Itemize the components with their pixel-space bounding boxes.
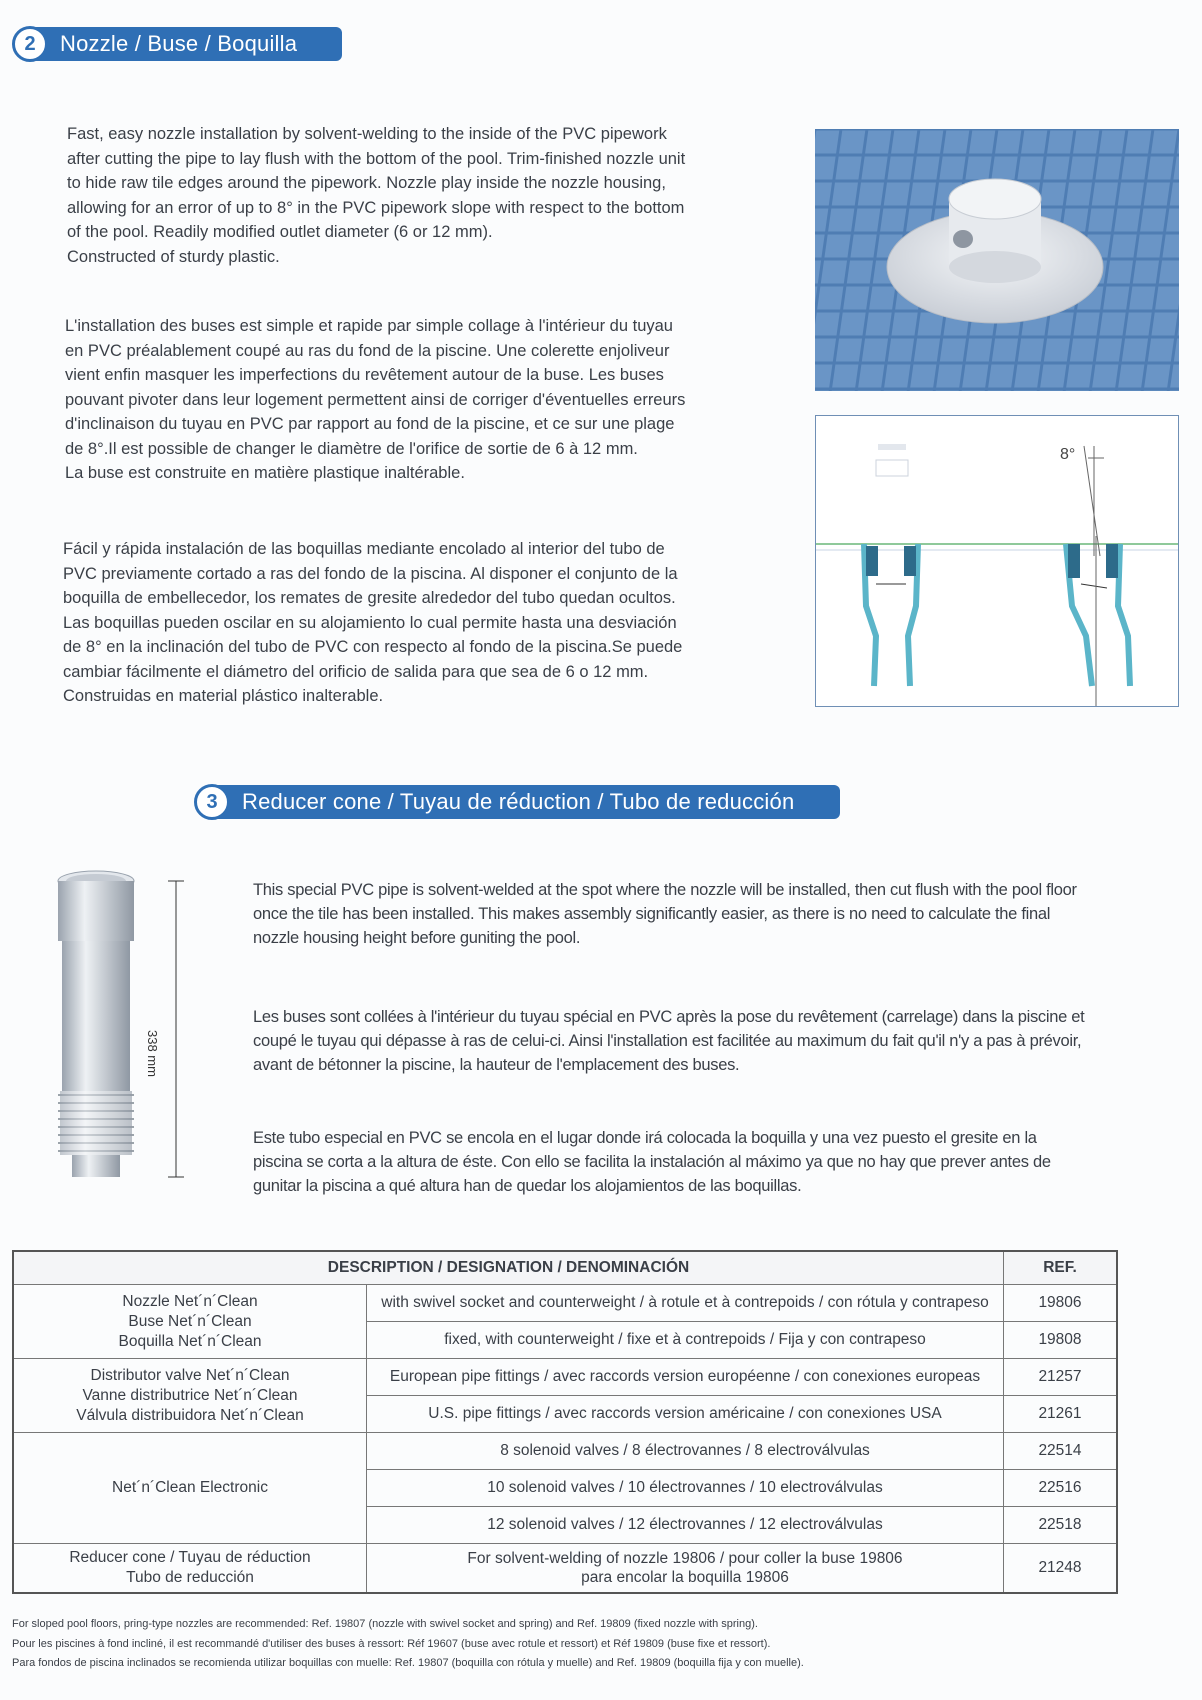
product-cell [13,1285,367,1359]
angle-label: 8° [1060,446,1076,463]
text-line: Les buses sont collées à l'intérieur du tuyau spécial en PVC après la pose du revêtement (carrelage) dans la piscine et [253,1008,1085,1026]
table-row [13,1433,1117,1470]
text-line: coupé le tuyau qui dépasse à ras de celui-ci. Ainsi l'installation est facilitée au maximum du fait qu'il n'y a pas à prévoir, [253,1032,1082,1050]
description-cell: U.S. pipe fittings / avec raccords version américaine / con conexiones USA [367,1396,1004,1433]
ref-cell: 19808 [1004,1322,1118,1359]
text-line: cambiar fácilmente el diámetro del orificio de salida para que sea de 6 o 12 mm. [63,662,649,681]
reducer-cone-image [40,865,210,1185]
text-line: of the pool. Readily modified outlet diameter (6 or 12 mm). [67,223,493,241]
product-name: Buse Net´n´Clean [128,1312,252,1330]
product-name: Vanne distributrice Net´n´Clean [82,1386,298,1404]
text-line: d'inclinaison du tuyau en PVC par rapport au fond de la piscine, et ce sur une plage [65,415,675,433]
description-cell: fixed, with counterweight / fixe et à contrepoids / Fija y con contrapeso [367,1322,1004,1359]
table-row [13,1544,1117,1594]
section-2-text-fr [65,314,685,486]
product-name: Tubo de reducción [126,1569,254,1586]
text-line: Fast, easy nozzle installation by solvent-welding to the inside of the PVC pipework [67,125,667,143]
text-line: avant de bétonner la piscine, la hauteur de l'emplacement des buses. [253,1056,740,1074]
footnote-fr: Pour les piscines à fond incliné, il est recommandé d'utiliser des buses à ressort: Réf 19607 (buse avec rotule et ressort) et Réf 19809 (buse fixe et ressort). [12,1638,771,1650]
section-3-number: 3 [194,784,230,820]
text-line: to hide raw tile edges around the pipework. Nozzle play inside the nozzle housing, [67,174,666,192]
description-cell: with swivel socket and counterweight / à rotule et à contrepoids / con rótula y contrapeso [367,1285,1004,1322]
ref-cell: 19806 [1004,1285,1118,1322]
section-3-text-es [253,1126,1051,1198]
text-line: PVC previamente cortado a ras del fondo de la piscina. Al disponer el conjunto de la [63,564,678,583]
footnote-es: Para fondos de piscina inclinados se recomienda utilizar boquillas con muelle: Ref. 19807 (boquilla con rótula y muelle) and Ref. 19809 (boquilla fija y con muelle). [12,1657,804,1669]
section-2-header [24,27,342,61]
nozzle-diagram [815,415,1179,707]
description-cell: European pipe fittings / avec raccords version européenne / con conexiones europeas [367,1359,1004,1396]
text-line: Este tubo especial en PVC se encola en el lugar donde irá colocada la boquilla y una vez puesto el gresite en la [253,1129,1037,1147]
description-line: para encolar la boquilla 19806 [581,1569,789,1586]
description-cell: 10 solenoid valves / 10 électrovannes / 10 electroválvulas [367,1470,1004,1507]
section-3-text-fr [253,1005,1084,1077]
section-2-number: 2 [12,26,48,62]
section-3-text-en [253,878,1077,950]
text-line: This special PVC pipe is solvent-welded at the spot where the nozzle will be installed, then cut flush with the pool floor [253,881,1077,899]
product-name: Boquilla Net´n´Clean [118,1332,262,1350]
text-line: en PVC préalablement coupé au ras du fond de la piscine. Une colerette enjoliveur [65,341,670,360]
ref-cell: 21248 [1004,1544,1118,1594]
product-cell [13,1544,367,1594]
description-cell [367,1544,1004,1594]
text-line: Fácil y rápida instalación de las boquillas mediante encolado al interior del tubo de [63,540,665,558]
product-name: Reducer cone / Tuyau de réduction [69,1549,311,1566]
description-cell: 8 solenoid valves / 8 électrovannes / 8 electroválvulas [367,1433,1004,1470]
text-line: Constructed of sturdy plastic. [67,247,280,266]
text-line: Construidas en material plástico inalterable. [63,687,384,705]
text-line: vient enfin masquer les imperfections du revêtement autour de la buse. Les buses [65,366,664,384]
section-3-title: Reducer cone / Tuyau de réduction / Tubo de reducción [242,789,795,814]
table-row [13,1285,1117,1322]
text-line: Las boquillas pueden oscilar en su alojamiento lo cual permite hasta una desviación [63,613,677,632]
header-description: DESCRIPTION / DESIGNATION / DENOMINACIÓN [13,1251,1004,1285]
section-3-header [206,785,840,819]
section-2-text-es [63,537,682,709]
text-line: gunitar la piscina a qué altura han de quedar los alojamientos de las boquillas. [253,1177,802,1195]
description-line: For solvent-welding of nozzle 19806 / pour coller la buse 19806 [467,1550,903,1567]
ref-cell: 21261 [1004,1396,1118,1433]
text-line: once the tile has been installed. This makes assembly significantly easier, as there is no need to calculate the final [253,905,1051,923]
text-line: L'installation des buses est simple et rapide par simple collage à l'intérieur du tuyau [65,317,673,335]
footnote-en: For sloped pool floors, pring-type nozzles are recommended: Ref. 19807 (nozzle with swivel socket and spring) and Ref. 19809 (fixed nozzle with spring). [12,1618,758,1630]
section-2-title: Nozzle / Buse / Boquilla [60,31,298,56]
ref-cell: 22518 [1004,1507,1118,1544]
text-line: de 8°.Il est possible de changer le diamètre de l'orifice de sortie de 6 à 12 mm. [65,439,638,458]
reference-table [12,1250,1118,1594]
product-cell [13,1359,367,1433]
description-cell: 12 solenoid valves / 12 électrovannes / 12 electroválvulas [367,1507,1004,1544]
nozzle-photo [815,129,1179,391]
header-ref: REF. [1004,1251,1118,1285]
product-name: Nozzle Net´n´Clean [122,1292,258,1310]
text-line: after cutting the pipe to lay flush with the bottom of the pool. Trim-finished nozzle unit [67,149,686,168]
text-line: La buse est construite en matière plastique inaltérable. [65,464,465,482]
table-row [13,1359,1117,1396]
ref-cell: 21257 [1004,1359,1118,1396]
text-line: pouvant pivoter dans leur logement permettent ainsi de corriger d'éventuelles erreurs [65,390,686,409]
text-line: piscina se corta a la altura de éste. Con ello se facilita la instalación al máximo ya que no hay que prever antes de [253,1153,1051,1171]
ref-cell: 22514 [1004,1433,1118,1470]
table-header-row [13,1251,1117,1285]
product-name: Net´n´Clean Electronic [112,1479,268,1496]
text-line: allowing for an error of up to 8° in the PVC pipework slope with respect to the bottom [67,198,685,217]
text-line: nozzle housing height before guniting the pool. [253,929,581,947]
ref-cell: 22516 [1004,1470,1118,1507]
text-line: de 8° en la inclinación del tubo de PVC con respecto al fondo de la piscina.Se puede [63,638,683,656]
product-name: Distributor valve Net´n´Clean [90,1366,290,1384]
product-name: Válvula distribuidora Net´n´Clean [76,1406,304,1424]
product-cell [13,1433,367,1544]
section-2-text-en [67,122,685,269]
dimension-label: 338 mm [145,1030,160,1077]
text-line: boquilla de embellecedor, los remates de gresite alrededor del tubo quedan ocultos. [63,589,676,607]
